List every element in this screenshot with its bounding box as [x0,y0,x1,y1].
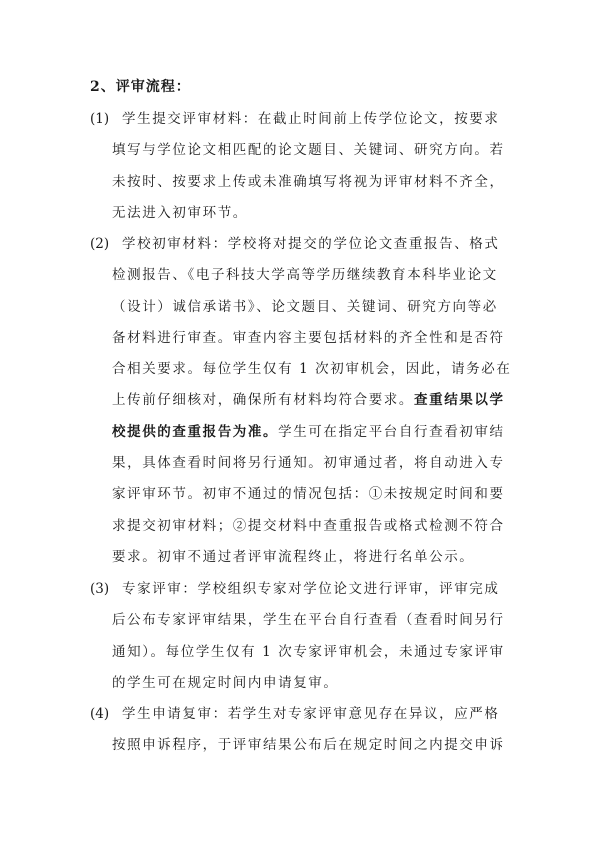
item-number: (4) [90,706,110,722]
item-text: 学生可在指定平台自行查看初审结 [278,423,505,440]
item-text: 学生提交评审材料：在截止时间前上传学位论文，按要求 [122,111,500,127]
item-3-line-3: 通知）。每位学生仅有 1 次专家评审机会，未通过专家评审 [112,643,505,660]
item-2-line-10: 求提交初审材料；②提交材料中查重报告或格式检测不符合 [112,517,505,534]
item-1-line-1 [90,104,520,135]
item-2-line-6 [90,385,520,416]
item-4-line-1 [90,699,520,730]
item-2-line-7 [90,417,520,448]
item-2-line-5: 合相关要求。每位学生仅有 1 次初审机会，因此，请务必在 [112,361,512,378]
item-2-line-4: 备材料进行审查。审查内容主要包括材料的齐全性和是否符 [112,329,505,346]
item-number: (3) [90,581,110,597]
item-2-line-1 [90,229,520,260]
item-3-line-2: 后公布专家评审结果，学生在平台自行查看（查看时间另行 [112,612,505,629]
item-4-line-2: 按照申诉程序，于评审结果公布后在规定时间之内提交申诉 [112,737,505,754]
item-2-line-2: 检测报告、《电子科技大学高等学历继续教育本科毕业论文 [112,267,498,284]
list-item-3 [90,574,520,699]
item-number: (1) [90,111,110,127]
list-item-2 [90,229,520,573]
section-heading: 2、评审流程： [90,79,191,95]
item-3-line-4: 的学生可在规定时间内申请复审。 [112,674,339,691]
item-2-line-8: 果，具体查看时间将另行通知。初审通过者，将自动进入专 [112,455,505,472]
list-item-1 [90,104,520,229]
bold-emphasis-text: 校提供的查重报告为准。 [112,423,279,440]
item-2-line-11: 要求。初审不通过者评审流程终止，将进行名单公示。 [112,548,475,565]
list-item-4 [90,699,520,762]
item-2-line-3: （设计）诚信承诺书》、论文题目、关键词、研究方向等必 [112,298,498,315]
item-2-line-9: 家评审环节。初审不通过的情况包括：①未按规定时间和要 [112,486,505,503]
item-text: 学校初审材料：学校将对提交的学位论文查重报告、格式 [122,236,500,252]
item-3-line-1 [90,574,520,605]
item-text: 专家评审：学校组织专家对学位论文进行评审，评审完成 [122,581,500,597]
bold-emphasis-text: 查重结果以学 [414,392,505,409]
item-1-line-2: 填写与学位论文相匹配的论文题目、关键词、研究方向。若 [112,142,505,159]
item-1-line-3: 未按时、按要求上传或未准确填写将视为评审材料不齐全， [112,173,505,190]
item-text: 学生申请复审：若学生对专家评审意见存在异议，应严格 [122,706,500,722]
item-number: (2) [90,236,110,252]
item-1-line-4: 无法进入初审环节。 [112,204,248,221]
item-text: 上传前仔细核对，确保所有材料均符合要求。 [112,392,414,409]
